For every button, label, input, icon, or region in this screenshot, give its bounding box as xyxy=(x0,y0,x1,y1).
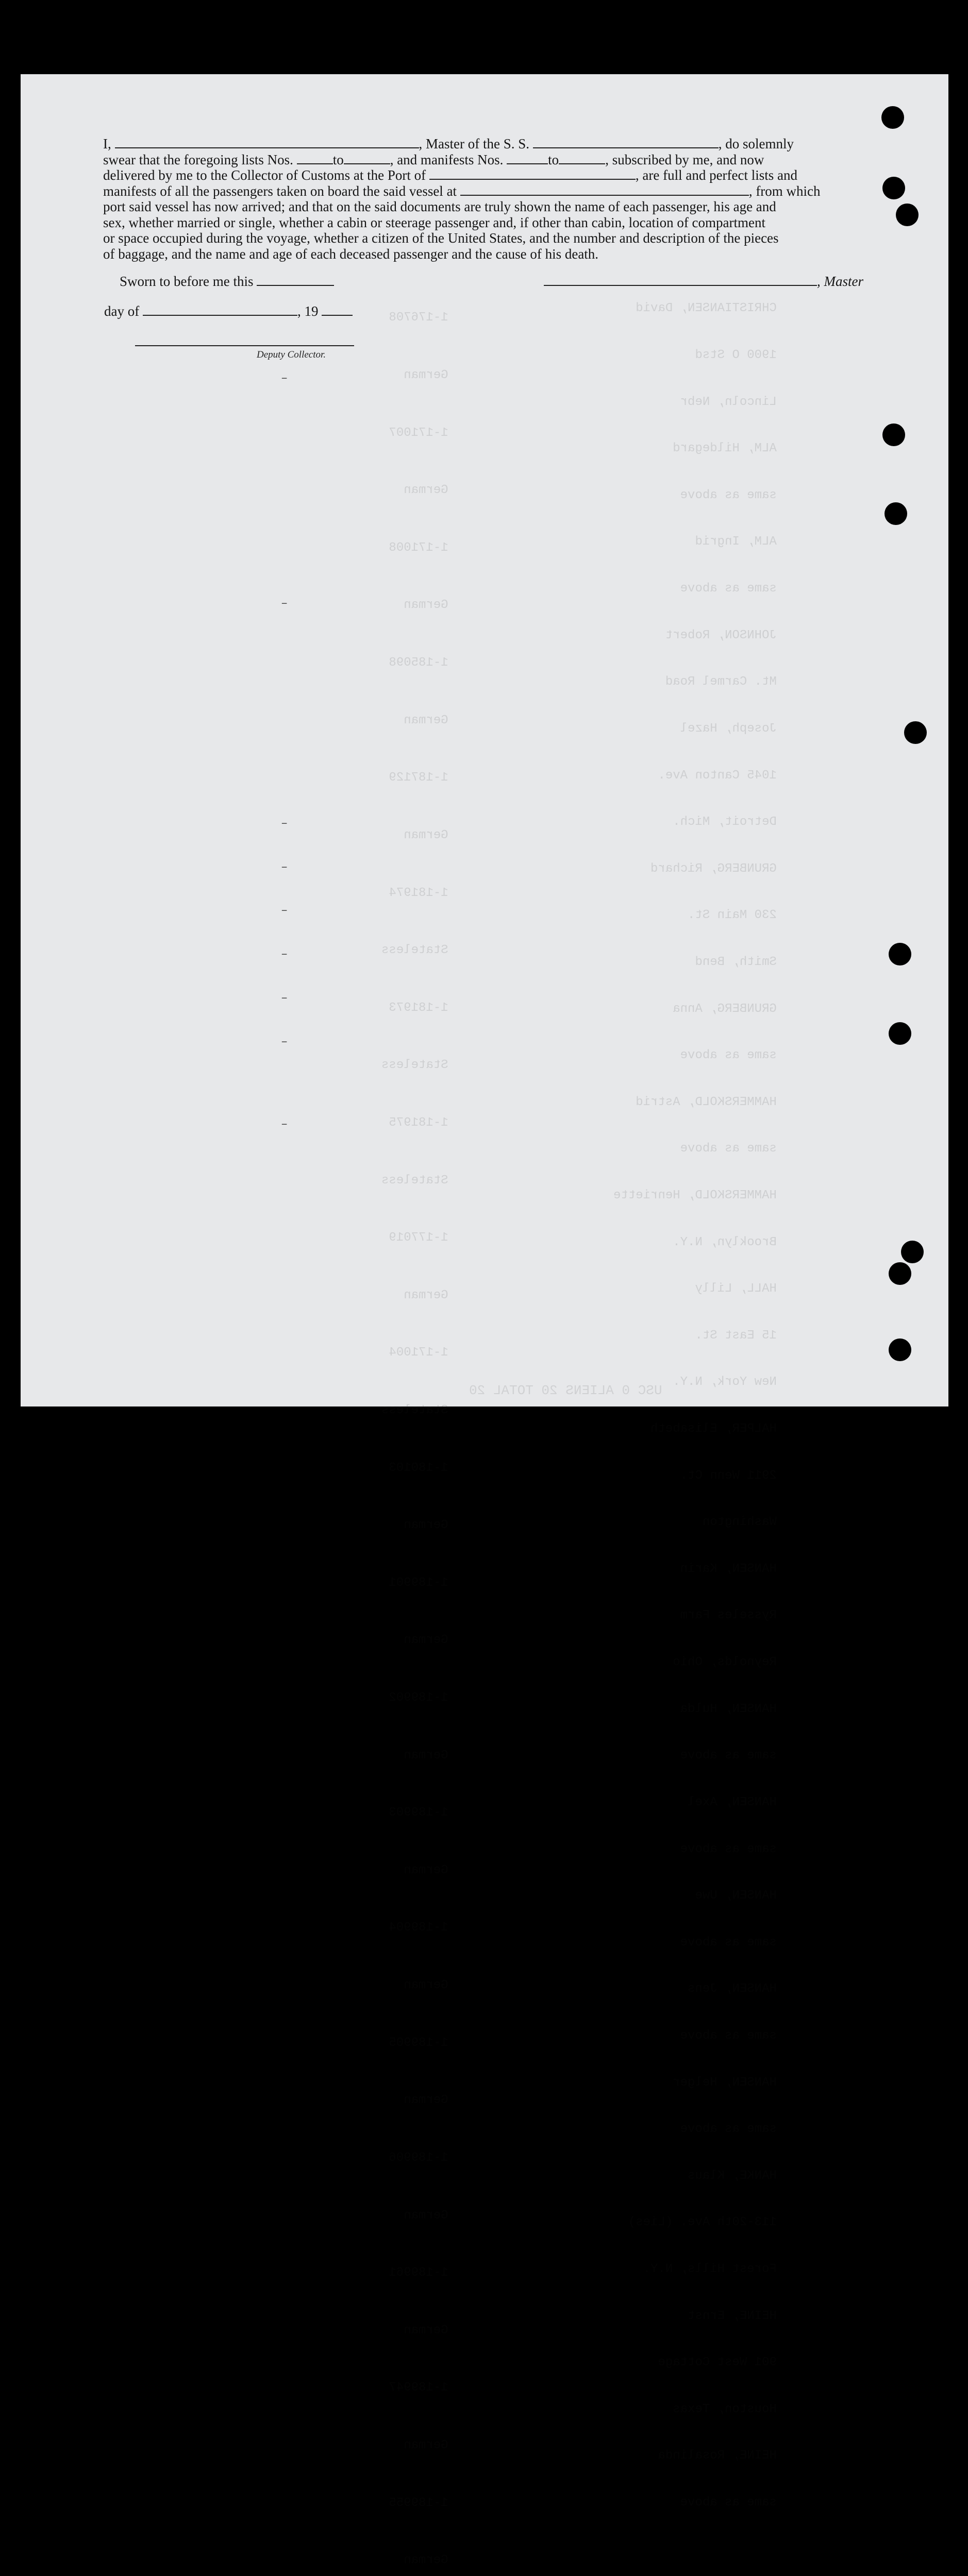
bleed-number: 1-180103 xyxy=(389,1461,448,1475)
sworn-label-row xyxy=(120,274,334,290)
bleed-line: 15 East St. xyxy=(695,1328,777,1343)
oath-paragraph xyxy=(103,136,884,262)
sworn-year-blank[interactable] xyxy=(322,304,353,316)
bleed-line: Rysseles Farm xyxy=(680,1608,777,1623)
bleed-line: same as above xyxy=(680,2122,777,2137)
manifest-page xyxy=(21,74,948,2568)
oath-line-3 xyxy=(103,167,884,183)
bleed-line: HALPER, Elisabeth xyxy=(650,1422,777,1436)
oath-text: I, xyxy=(103,136,111,151)
bleed-number: German xyxy=(404,2553,448,2568)
bleed-number: 1-171007 xyxy=(389,426,448,440)
bleed-number: German xyxy=(404,1633,448,1648)
punch-hole xyxy=(884,502,907,525)
oath-text: , subscribed by me, and now xyxy=(605,151,764,167)
bleed-number: German xyxy=(404,1863,448,1877)
bleed-line: JOHNSON, Robert xyxy=(665,628,777,642)
bleed-line: HANSEN, Hulda xyxy=(680,1702,777,1716)
bleed-footer-totals: USC 0 ALIENS 20 TOTAL 20 xyxy=(469,1383,662,1398)
bleed-number: 1-189906 xyxy=(389,2150,448,2165)
bleed-line: ALM, Ingrid xyxy=(695,535,777,549)
bleed-number: 1-181974 xyxy=(389,886,448,900)
dash-mark: – xyxy=(281,1118,288,1131)
bleed-through-names xyxy=(613,270,777,2573)
bleed-line: same as above xyxy=(680,1749,777,1763)
bleed-number: 1-187129 xyxy=(389,771,448,785)
bleed-number: Stateless xyxy=(381,943,448,958)
master-label: , Master xyxy=(817,274,863,289)
bleed-line: same as above xyxy=(680,1935,777,1950)
bleed-number: 1-189902 xyxy=(389,1691,448,1705)
sworn-date-row xyxy=(104,303,353,319)
port-blank[interactable] xyxy=(429,168,636,180)
list-to-blank[interactable] xyxy=(344,153,390,164)
oath-text: , and manifests Nos. xyxy=(390,151,504,167)
bleed-number: Stateless xyxy=(381,1058,448,1073)
sworn-day-blank[interactable] xyxy=(257,275,334,286)
oath-text: manifests of all the passengers taken on board the said vessel at xyxy=(103,183,457,199)
bleed-line: HEINE, Ernst xyxy=(688,2309,777,2323)
bleed-line: 1900 O Stsd xyxy=(695,348,777,363)
bleed-line: 1045 Canton Ave. xyxy=(658,768,777,783)
bleed-number: German xyxy=(404,2093,448,2108)
bleed-line: Lincoln, Nebr xyxy=(680,395,777,409)
dash-mark: – xyxy=(281,904,288,917)
bleed-line: New York, N.Y. xyxy=(673,1375,777,1389)
bleed-line: 2911 Wenn Ct. xyxy=(680,1468,777,1483)
bleed-line: Houston, Texas xyxy=(673,2402,777,2416)
bleed-line: HALL, Lilly xyxy=(695,1282,777,1296)
bleed-number: German xyxy=(404,1518,448,1533)
bleed-line: same as above xyxy=(680,582,777,596)
bleed-line: same as above xyxy=(680,1048,777,1063)
dash-mark: – xyxy=(281,948,288,961)
sworn-label: Sworn to before me this xyxy=(120,274,254,289)
deputy-collector-label: Deputy Collector. xyxy=(257,349,326,360)
bleed-number: German xyxy=(404,483,448,498)
bleed-line: Mt. Carmel Road xyxy=(665,675,777,689)
bleed-line: 901 West Cottage xyxy=(658,2355,777,2370)
bleed-line: same as above xyxy=(680,2496,777,2510)
oath-text: , from which xyxy=(748,183,821,199)
bleed-number: 1-189901 xyxy=(389,1575,448,1590)
oath-line-2 xyxy=(103,152,884,168)
oath-text: delivered by me to the Collector of Customs at the Port of xyxy=(103,167,426,183)
punch-hole xyxy=(901,1241,924,1263)
punch-hole xyxy=(896,204,919,226)
punch-hole xyxy=(882,423,905,446)
bleed-line: Washington xyxy=(702,1515,777,1530)
bleed-number: 1-171004 xyxy=(389,1346,448,1360)
year-label: , 19 xyxy=(297,303,319,319)
sworn-month-blank[interactable] xyxy=(143,304,297,316)
punch-hole xyxy=(889,943,911,965)
punch-hole xyxy=(881,106,904,129)
dash-mark: – xyxy=(281,1036,288,1048)
bleed-number: 1-189903 xyxy=(389,1806,448,1820)
dash-mark: – xyxy=(281,861,288,874)
bleed-number: German xyxy=(404,368,448,383)
bleed-number: German xyxy=(404,713,448,727)
bleed-number: German xyxy=(404,2208,448,2223)
oath-text: to xyxy=(332,151,344,167)
punch-hole xyxy=(889,1262,911,1285)
bleed-line: HANSEN, Jens xyxy=(688,1982,777,1996)
bleed-number: German xyxy=(404,828,448,842)
oath-text: swear that the foregoing lists Nos. xyxy=(103,151,293,167)
oath-line-4 xyxy=(103,183,884,199)
bleed-number: 1-176708 xyxy=(389,311,448,325)
dash-mark: – xyxy=(281,597,288,610)
bleed-line: Forest Hills, N.Y. xyxy=(643,2262,777,2276)
bleed-number: 1-189904 xyxy=(389,1921,448,1935)
oath-text: , do solemnly xyxy=(718,136,794,151)
bleed-number: 1-189961 xyxy=(389,2266,448,2280)
punch-hole xyxy=(904,721,927,744)
bleed-line: HAMMERSKOLD, Astrid xyxy=(636,1095,777,1109)
punch-hole xyxy=(889,1338,911,1361)
bleed-line: same as above xyxy=(680,1842,777,1856)
ship-name-blank[interactable] xyxy=(533,137,719,148)
bleed-number: 1-171008 xyxy=(389,540,448,555)
bleed-number: Stateless xyxy=(381,1403,448,1417)
bleed-line: HANKE, Klaus xyxy=(688,2168,777,2183)
bleed-line: Joseph, Hazel xyxy=(680,721,777,736)
bleed-line: Smith, Bend xyxy=(695,955,777,969)
dash-mark: – xyxy=(281,817,288,830)
bleed-line: same as above xyxy=(680,2028,777,2043)
bleed-number: 1-181973 xyxy=(389,1001,448,1015)
oath-line-5: port said vessel has now arrived; and that on the said documents are truly shown the name of each passenger, his age and xyxy=(103,199,776,214)
embarkation-blank[interactable] xyxy=(460,184,749,196)
bleed-line: HANSEN, Uwe xyxy=(695,1889,777,1903)
bleed-number: German xyxy=(404,1748,448,1762)
bleed-line: HAMMERSKOLD, Henriette xyxy=(613,1188,777,1202)
oath-line-1 xyxy=(103,136,884,152)
bleed-number: Stateless xyxy=(381,1173,448,1188)
punch-hole xyxy=(889,1022,911,1045)
bleed-line: Reynolds, Ohio xyxy=(673,1655,777,1670)
bleed-number: 1-189905 xyxy=(389,2036,448,2050)
manifest-from-blank[interactable] xyxy=(507,153,548,164)
bleed-line: Detroit, Mich. xyxy=(673,815,777,829)
bleed-line: same as above xyxy=(680,1142,777,1156)
bleed-number: 1-177019 xyxy=(389,1231,448,1245)
bleed-number: 1-189947 xyxy=(389,2381,448,2395)
bleed-line: CHRISTIANSEN, David xyxy=(636,301,777,316)
bleed-number: German xyxy=(404,2323,448,2337)
oath-line-7: or space occupied during the voyage, whether a citizen of the United States, and the number and description of the pieces xyxy=(103,230,779,246)
punch-hole xyxy=(882,177,905,199)
manifest-to-blank[interactable] xyxy=(559,153,605,164)
oath-text: , Master of the S. S. xyxy=(419,136,529,151)
oath-line-6: sex, whether married or single, whether a cabin or steerage passenger and, if other than cabin, location of compartment xyxy=(103,214,766,230)
bleed-line: GRUNBERG, Anna xyxy=(673,1002,777,1016)
bleed-line: 113-20th Ave. (Lies) xyxy=(628,2215,777,2230)
day-of-label: day of xyxy=(104,303,140,319)
master-name-blank[interactable] xyxy=(115,137,419,148)
bleed-line: HANSEN, Helger xyxy=(673,2075,777,2090)
bleed-number: 1-181975 xyxy=(389,1115,448,1130)
bleed-line: 230 Main St. xyxy=(688,908,777,923)
bleed-through-numbers xyxy=(381,270,448,2576)
bleed-number: German xyxy=(404,1288,448,1302)
oath-text: to xyxy=(548,151,559,167)
bleed-number: 1-185098 xyxy=(389,656,448,670)
bleed-line: GRUNBERG, Richard xyxy=(650,861,777,876)
bleed-line: same as above xyxy=(680,488,777,502)
bleed-line: Brooklyn, N.Y. xyxy=(673,1235,777,1249)
list-from-blank[interactable] xyxy=(297,153,333,164)
deputy-signature-line[interactable] xyxy=(135,345,354,346)
bleed-number: German xyxy=(404,598,448,613)
bleed-line: HEINE, Rosalinda xyxy=(658,2449,777,2463)
bleed-number: German xyxy=(404,1978,448,1993)
dash-mark: – xyxy=(281,372,288,385)
bleed-number: 1-189955 xyxy=(389,2496,448,2510)
bleed-line: ALM, Hildegard xyxy=(673,442,777,456)
bleed-line: HANSEN, Axel xyxy=(688,1795,777,1809)
bleed-number: German xyxy=(404,2438,448,2452)
dash-mark: – xyxy=(281,992,288,1005)
bleed-line: HANSEN, Karin xyxy=(680,1562,777,1576)
oath-text: , are full and perfect lists and xyxy=(635,167,798,183)
oath-line-8: of baggage, and the name and age of each deceased passenger and the cause of his death. xyxy=(103,246,599,262)
